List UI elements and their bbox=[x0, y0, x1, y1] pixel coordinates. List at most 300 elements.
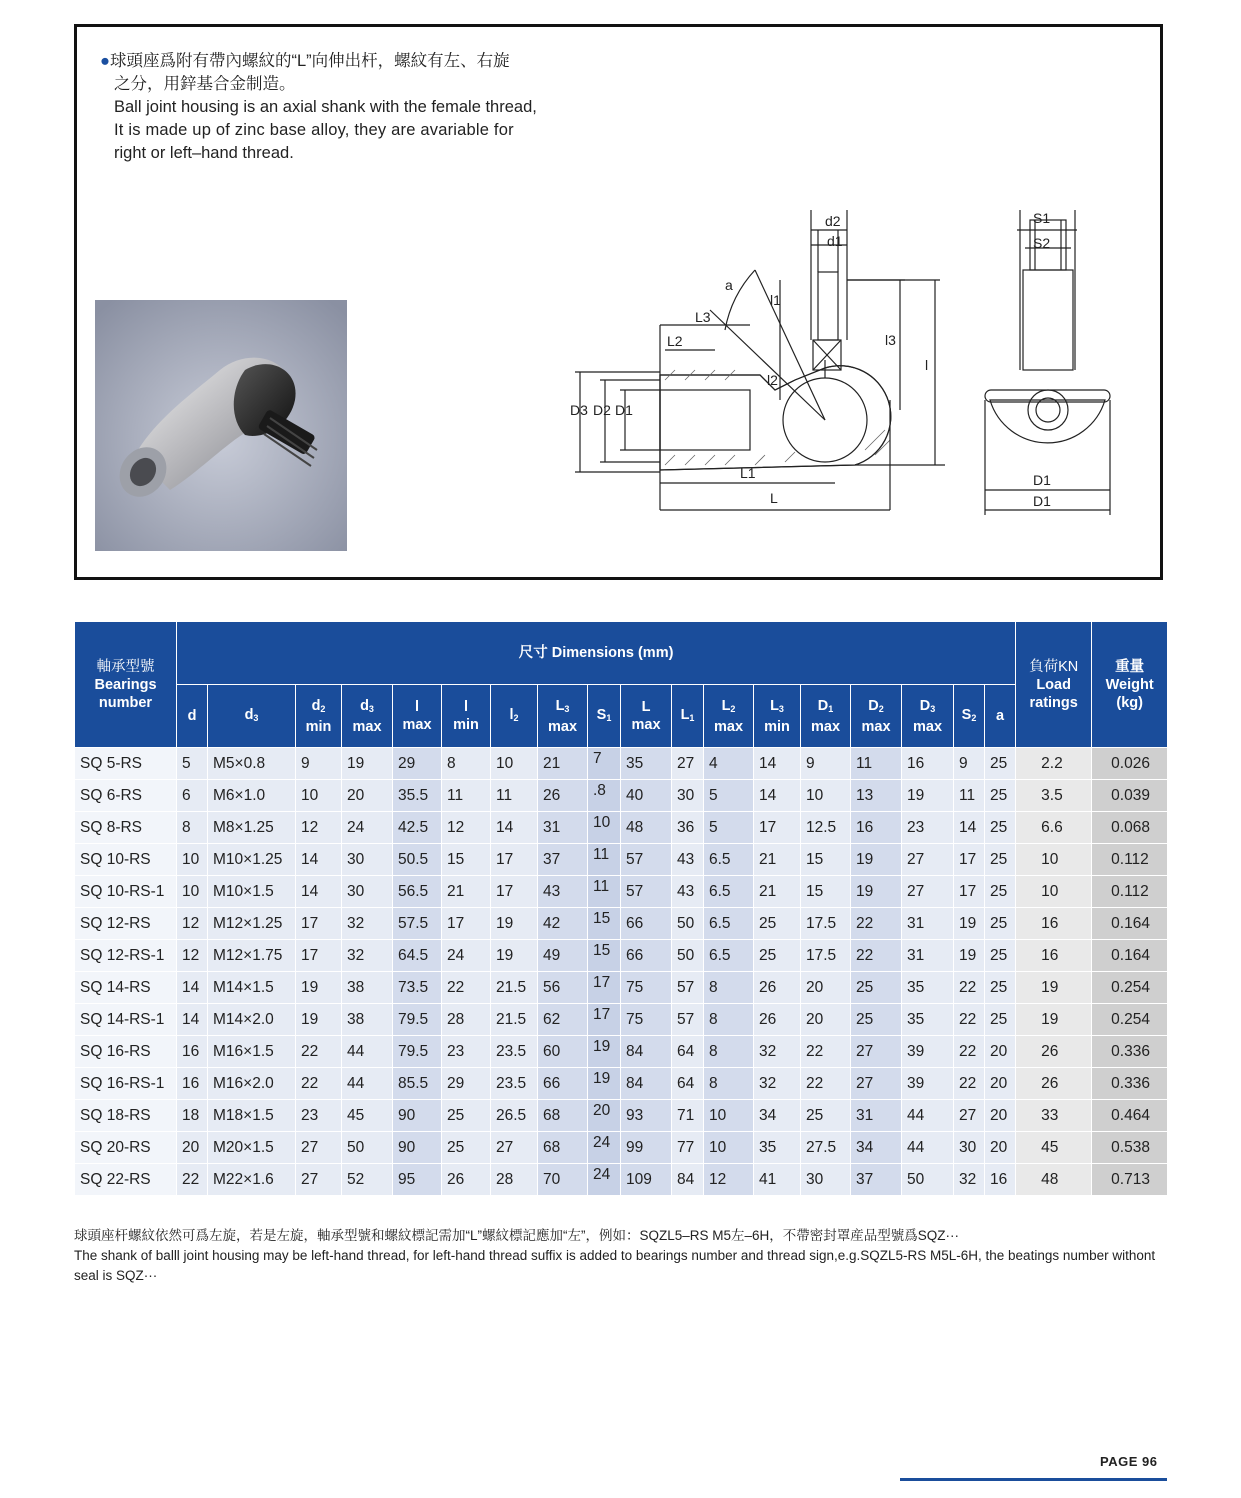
table-cell: 79.5 bbox=[393, 1004, 442, 1036]
table-cell: 11 bbox=[851, 748, 902, 780]
table-cell: 17 bbox=[754, 812, 801, 844]
table-cell: 15 bbox=[588, 908, 621, 940]
table-cell: 19 bbox=[1016, 1004, 1092, 1036]
table-cell: 15 bbox=[801, 844, 851, 876]
table-cell: 22 bbox=[954, 1068, 985, 1100]
table-cell: 30 bbox=[801, 1164, 851, 1196]
table-cell: 17 bbox=[491, 844, 538, 876]
table-cell: 37 bbox=[538, 844, 588, 876]
table-cell: 8 bbox=[704, 972, 754, 1004]
table-cell: 64 bbox=[672, 1036, 704, 1068]
table-cell: 22 bbox=[442, 972, 491, 1004]
table-cell: 31 bbox=[902, 940, 954, 972]
table-cell: 43 bbox=[672, 844, 704, 876]
table-cell: 9 bbox=[296, 748, 342, 780]
table-cell: 44 bbox=[342, 1068, 393, 1100]
table-cell: 12 bbox=[177, 940, 208, 972]
label-d1: d1 bbox=[827, 233, 843, 249]
label-d2: d2 bbox=[825, 213, 841, 229]
dimensions-header: 尺寸 Dimensions (mm) bbox=[177, 622, 1016, 685]
table-cell: 38 bbox=[342, 1004, 393, 1036]
table-cell: 0.464 bbox=[1092, 1100, 1168, 1132]
table-cell: 90 bbox=[393, 1100, 442, 1132]
table-cell: 10 bbox=[177, 876, 208, 908]
bullet-icon: ● bbox=[100, 52, 110, 70]
table-cell: 26.5 bbox=[491, 1100, 538, 1132]
table-row bbox=[75, 1164, 1168, 1196]
footnote-cn: 球頭座杆螺紋依然可爲左旋，若是左旋，軸承型號和螺紋標記需加“L”螺紋標記應加“左”，例如：SQZL5–RS M5左–6H，不帶密封罩産品型號爲SQZ··· bbox=[74, 1228, 960, 1243]
table-cell: 56 bbox=[538, 972, 588, 1004]
table-cell: 32 bbox=[342, 940, 393, 972]
table-row bbox=[75, 908, 1168, 940]
table-cell: 19 bbox=[296, 1004, 342, 1036]
table-cell: 50 bbox=[672, 940, 704, 972]
table-cell: 66 bbox=[538, 1068, 588, 1100]
table-cell: 23.5 bbox=[491, 1068, 538, 1100]
table-cell: 28 bbox=[491, 1164, 538, 1196]
dimension-subheader: d bbox=[177, 685, 208, 748]
table-cell: 6.5 bbox=[704, 940, 754, 972]
table-cell: 41 bbox=[754, 1164, 801, 1196]
table-row bbox=[75, 940, 1168, 972]
table-row bbox=[75, 812, 1168, 844]
label-L2: L2 bbox=[667, 333, 683, 349]
table-cell: 79.5 bbox=[393, 1036, 442, 1068]
intro-text bbox=[100, 50, 600, 165]
dimensions-table bbox=[74, 621, 1168, 1196]
table-cell: 25 bbox=[754, 940, 801, 972]
table-cell: 50.5 bbox=[393, 844, 442, 876]
table-cell: 26 bbox=[1016, 1068, 1092, 1100]
table-cell: M16×2.0 bbox=[208, 1068, 296, 1100]
table-cell: 26 bbox=[442, 1164, 491, 1196]
table-cell: M12×1.25 bbox=[208, 908, 296, 940]
table-cell: 25 bbox=[442, 1100, 491, 1132]
table-row bbox=[75, 748, 1168, 780]
dimension-subheader: S1 bbox=[588, 685, 621, 748]
table-cell: 16 bbox=[902, 748, 954, 780]
table-cell: 2.2 bbox=[1016, 748, 1092, 780]
table-cell: M6×1.0 bbox=[208, 780, 296, 812]
table-cell: 23.5 bbox=[491, 1036, 538, 1068]
table-cell: 35.5 bbox=[393, 780, 442, 812]
table-cell: M18×1.5 bbox=[208, 1100, 296, 1132]
weight-header-en1: Weight bbox=[1105, 676, 1154, 693]
table-cell: 29 bbox=[393, 748, 442, 780]
table-cell: SQ 14-RS-1 bbox=[75, 1004, 177, 1036]
label-L1: L1 bbox=[740, 465, 756, 481]
table-cell: 6 bbox=[177, 780, 208, 812]
dimension-subheader: l2 bbox=[491, 685, 538, 748]
table-cell: 25 bbox=[985, 844, 1016, 876]
label-a: a bbox=[725, 277, 733, 293]
table-cell: 25 bbox=[442, 1132, 491, 1164]
table-cell: 22 bbox=[954, 1036, 985, 1068]
table-cell: 24 bbox=[342, 812, 393, 844]
table-cell: 0.254 bbox=[1092, 972, 1168, 1004]
table-cell: M10×1.25 bbox=[208, 844, 296, 876]
table-row bbox=[75, 1132, 1168, 1164]
table-cell: 20 bbox=[985, 1132, 1016, 1164]
table-cell: 38 bbox=[342, 972, 393, 1004]
table-cell: 43 bbox=[672, 876, 704, 908]
table-cell: 25 bbox=[851, 1004, 902, 1036]
table-cell: 27 bbox=[902, 844, 954, 876]
label-D1-side2: D1 bbox=[1033, 493, 1051, 509]
table-cell: 10 bbox=[1016, 876, 1092, 908]
table-cell: 31 bbox=[538, 812, 588, 844]
dimension-subheader: l max bbox=[393, 685, 442, 748]
table-cell: 84 bbox=[621, 1036, 672, 1068]
table-cell: 57 bbox=[621, 876, 672, 908]
table-cell: 25 bbox=[985, 780, 1016, 812]
table-cell: 21 bbox=[538, 748, 588, 780]
table-cell: 84 bbox=[672, 1164, 704, 1196]
bearing-header-en1: Bearings bbox=[94, 676, 157, 693]
table-cell: 25 bbox=[985, 876, 1016, 908]
table-cell: 17 bbox=[296, 908, 342, 940]
table-cell: 26 bbox=[1016, 1036, 1092, 1068]
table-cell: 24 bbox=[588, 1132, 621, 1164]
table-cell: 16 bbox=[1016, 908, 1092, 940]
table-cell: SQ 12-RS bbox=[75, 908, 177, 940]
table-cell: 37 bbox=[851, 1164, 902, 1196]
table-cell: 0.068 bbox=[1092, 812, 1168, 844]
table-cell: 0.713 bbox=[1092, 1164, 1168, 1196]
table-cell: 50 bbox=[902, 1164, 954, 1196]
dimension-subheader: S2 bbox=[954, 685, 985, 748]
table-row bbox=[75, 1068, 1168, 1100]
table-cell: 9 bbox=[954, 748, 985, 780]
table-cell: 0.164 bbox=[1092, 908, 1168, 940]
table-cell: SQ 22-RS bbox=[75, 1164, 177, 1196]
label-l3: l3 bbox=[885, 332, 896, 348]
table-cell: 17 bbox=[296, 940, 342, 972]
table-cell: SQ 10-RS bbox=[75, 844, 177, 876]
table-cell: SQ 8-RS bbox=[75, 812, 177, 844]
table-cell: 10 bbox=[704, 1100, 754, 1132]
table-cell: 40 bbox=[621, 780, 672, 812]
table-cell: 34 bbox=[754, 1100, 801, 1132]
weight-header bbox=[1092, 622, 1168, 748]
table-cell: 17.5 bbox=[801, 908, 851, 940]
table-cell: 57 bbox=[621, 844, 672, 876]
table-cell: 22 bbox=[851, 908, 902, 940]
table-row bbox=[75, 844, 1168, 876]
dimension-subheader: l min bbox=[442, 685, 491, 748]
bearing-header bbox=[75, 622, 177, 748]
table-cell: 22 bbox=[296, 1036, 342, 1068]
table-cell: 17 bbox=[954, 844, 985, 876]
table-cell: 22 bbox=[801, 1036, 851, 1068]
table-cell: 49 bbox=[538, 940, 588, 972]
table-cell: 26 bbox=[538, 780, 588, 812]
table-row bbox=[75, 972, 1168, 1004]
table-cell: 8 bbox=[704, 1036, 754, 1068]
table-cell: 48 bbox=[621, 812, 672, 844]
table-cell: 4 bbox=[704, 748, 754, 780]
table-cell: 21 bbox=[754, 844, 801, 876]
table-cell: 30 bbox=[954, 1132, 985, 1164]
table-cell: 42 bbox=[538, 908, 588, 940]
table-cell: 10 bbox=[588, 812, 621, 844]
table-cell: 0.112 bbox=[1092, 844, 1168, 876]
table-cell: 21 bbox=[442, 876, 491, 908]
table-cell: 30 bbox=[672, 780, 704, 812]
table-cell: M8×1.25 bbox=[208, 812, 296, 844]
table-cell: 19 bbox=[954, 940, 985, 972]
table-cell: 15 bbox=[801, 876, 851, 908]
table-cell: 20 bbox=[985, 1068, 1016, 1100]
table-cell: 43 bbox=[538, 876, 588, 908]
weight-header-en2: (kg) bbox=[1116, 694, 1143, 711]
table-cell: 25 bbox=[754, 908, 801, 940]
table-cell: 25 bbox=[801, 1100, 851, 1132]
page-underline bbox=[900, 1478, 1167, 1481]
table-cell: 7 bbox=[588, 748, 621, 780]
table-cell: 16 bbox=[177, 1068, 208, 1100]
table-cell: 25 bbox=[985, 1004, 1016, 1036]
table-cell: 31 bbox=[851, 1100, 902, 1132]
table-cell: 18 bbox=[177, 1100, 208, 1132]
table-cell: 57.5 bbox=[393, 908, 442, 940]
table-cell: 12.5 bbox=[801, 812, 851, 844]
table-row bbox=[75, 1100, 1168, 1132]
table-cell: 19 bbox=[491, 940, 538, 972]
table-cell: 11 bbox=[588, 844, 621, 876]
table-cell: 8 bbox=[177, 812, 208, 844]
product-photo bbox=[95, 300, 347, 551]
table-cell: 27 bbox=[296, 1164, 342, 1196]
table-cell: 19 bbox=[851, 876, 902, 908]
table-row bbox=[75, 780, 1168, 812]
table-cell: 19 bbox=[1016, 972, 1092, 1004]
table-cell: 11 bbox=[491, 780, 538, 812]
table-cell: 22 bbox=[296, 1068, 342, 1100]
table-cell: 66 bbox=[621, 908, 672, 940]
table-cell: 39 bbox=[902, 1068, 954, 1100]
table-cell: 20 bbox=[985, 1100, 1016, 1132]
table-cell: 11 bbox=[442, 780, 491, 812]
table-cell: 57 bbox=[672, 1004, 704, 1036]
table-cell: 0.112 bbox=[1092, 876, 1168, 908]
table-cell: 6.6 bbox=[1016, 812, 1092, 844]
table-cell: 68 bbox=[538, 1132, 588, 1164]
table-cell: 25 bbox=[985, 940, 1016, 972]
table-cell: 45 bbox=[342, 1100, 393, 1132]
table-cell: 109 bbox=[621, 1164, 672, 1196]
table-cell: M14×1.5 bbox=[208, 972, 296, 1004]
table-cell: 20 bbox=[985, 1036, 1016, 1068]
table-cell: 10 bbox=[704, 1132, 754, 1164]
table-cell: 20 bbox=[342, 780, 393, 812]
table-cell: 20 bbox=[801, 1004, 851, 1036]
table-cell: 28 bbox=[442, 1004, 491, 1036]
table-cell: SQ 12-RS-1 bbox=[75, 940, 177, 972]
table-cell: M12×1.75 bbox=[208, 940, 296, 972]
table-cell: 14 bbox=[954, 812, 985, 844]
table-cell: 0.164 bbox=[1092, 940, 1168, 972]
table-cell: 0.336 bbox=[1092, 1068, 1168, 1100]
table-cell: 22 bbox=[954, 1004, 985, 1036]
table-cell: 27 bbox=[851, 1036, 902, 1068]
table-cell: 31 bbox=[902, 908, 954, 940]
table-cell: 30 bbox=[342, 844, 393, 876]
table-cell: 14 bbox=[177, 972, 208, 1004]
table-cell: 20 bbox=[801, 972, 851, 1004]
label-D2: D2 bbox=[593, 402, 611, 418]
table-cell: 5 bbox=[177, 748, 208, 780]
table-cell: 12 bbox=[442, 812, 491, 844]
table-cell: 57 bbox=[672, 972, 704, 1004]
dimension-subheader: d3 bbox=[208, 685, 296, 748]
table-cell: 0.026 bbox=[1092, 748, 1168, 780]
table-cell: 17 bbox=[588, 972, 621, 1004]
table-cell: 25 bbox=[985, 812, 1016, 844]
label-L3: L3 bbox=[695, 309, 711, 325]
label-S1: S1 bbox=[1033, 210, 1051, 226]
table-cell: 34 bbox=[851, 1132, 902, 1164]
table-cell: 12 bbox=[296, 812, 342, 844]
table-cell: 23 bbox=[296, 1100, 342, 1132]
table-cell: SQ 18-RS bbox=[75, 1100, 177, 1132]
table-cell: 32 bbox=[342, 908, 393, 940]
table-cell: 44 bbox=[902, 1132, 954, 1164]
dimension-subheader: D3 max bbox=[902, 685, 954, 748]
table-cell: 17 bbox=[491, 876, 538, 908]
table-cell: 14 bbox=[177, 1004, 208, 1036]
intro-cn-line2: 之分，用鋅基合金制造。 bbox=[114, 75, 296, 93]
table-cell: 71 bbox=[672, 1100, 704, 1132]
label-D1: D1 bbox=[615, 402, 633, 418]
table-cell: 77 bbox=[672, 1132, 704, 1164]
table-cell: 70 bbox=[538, 1164, 588, 1196]
table-cell: 36 bbox=[672, 812, 704, 844]
table-cell: 48 bbox=[1016, 1164, 1092, 1196]
table-cell: 21.5 bbox=[491, 1004, 538, 1036]
table-cell: 11 bbox=[954, 780, 985, 812]
table-cell: 17 bbox=[442, 908, 491, 940]
dimension-subheader: L2 max bbox=[704, 685, 754, 748]
table-cell: 19 bbox=[491, 908, 538, 940]
table-cell: 12 bbox=[704, 1164, 754, 1196]
intro-cn-line1: 球頭座爲附有帶內螺紋的“L”向伸出杆，螺紋有左、右旋 bbox=[109, 52, 510, 70]
table-cell: 21 bbox=[754, 876, 801, 908]
table-cell: 14 bbox=[754, 780, 801, 812]
label-D3: D3 bbox=[570, 402, 588, 418]
table-cell: SQ 20-RS bbox=[75, 1132, 177, 1164]
table-cell: 73.5 bbox=[393, 972, 442, 1004]
table-cell: 27 bbox=[954, 1100, 985, 1132]
table-cell: 3.5 bbox=[1016, 780, 1092, 812]
load-header-cn: 負荷KN bbox=[1029, 658, 1079, 675]
table-cell: 35 bbox=[621, 748, 672, 780]
table-cell: 21.5 bbox=[491, 972, 538, 1004]
table-cell: 26 bbox=[754, 972, 801, 1004]
table-cell: 16 bbox=[985, 1164, 1016, 1196]
table-cell: 64 bbox=[672, 1068, 704, 1100]
table-cell: 68 bbox=[538, 1100, 588, 1132]
table-cell: 19 bbox=[296, 972, 342, 1004]
table-cell: 27 bbox=[851, 1068, 902, 1100]
table-cell: 16 bbox=[1016, 940, 1092, 972]
table-cell: SQ 10-RS-1 bbox=[75, 876, 177, 908]
table-cell: 5 bbox=[704, 812, 754, 844]
table-cell: 66 bbox=[621, 940, 672, 972]
table-cell: 52 bbox=[342, 1164, 393, 1196]
dimension-subheader: L1 bbox=[672, 685, 704, 748]
table-cell: 22 bbox=[954, 972, 985, 1004]
table-cell: 12 bbox=[177, 908, 208, 940]
weight-header-cn: 重量 bbox=[1115, 658, 1145, 675]
table-cell: SQ 5-RS bbox=[75, 748, 177, 780]
table-cell: 27 bbox=[672, 748, 704, 780]
bearing-header-cn: 軸承型號 bbox=[96, 658, 155, 675]
table-cell: 44 bbox=[902, 1100, 954, 1132]
table-cell: 25 bbox=[985, 972, 1016, 1004]
table-cell: 19 bbox=[588, 1068, 621, 1100]
table-cell: SQ 6-RS bbox=[75, 780, 177, 812]
table-cell: 27 bbox=[296, 1132, 342, 1164]
dimension-subheader: D2 max bbox=[851, 685, 902, 748]
table-cell: 35 bbox=[902, 1004, 954, 1036]
table-cell: 23 bbox=[902, 812, 954, 844]
label-L: L bbox=[770, 490, 778, 506]
table-cell: 0.254 bbox=[1092, 1004, 1168, 1036]
table-cell: 15 bbox=[442, 844, 491, 876]
table-cell: 35 bbox=[754, 1132, 801, 1164]
technical-drawing bbox=[555, 200, 1115, 530]
table-cell: 10 bbox=[801, 780, 851, 812]
table-cell: 64.5 bbox=[393, 940, 442, 972]
table-cell: SQ 14-RS bbox=[75, 972, 177, 1004]
table-cell: 19 bbox=[342, 748, 393, 780]
table-cell: 32 bbox=[754, 1068, 801, 1100]
table-cell: 13 bbox=[851, 780, 902, 812]
table-cell: 93 bbox=[621, 1100, 672, 1132]
dimension-subheader: D1 max bbox=[801, 685, 851, 748]
table-cell: 16 bbox=[177, 1036, 208, 1068]
table-row bbox=[75, 876, 1168, 908]
table-cell: SQ 16-RS bbox=[75, 1036, 177, 1068]
dimension-subheader: L3 max bbox=[538, 685, 588, 748]
table-cell: 45 bbox=[1016, 1132, 1092, 1164]
table-cell: 60 bbox=[538, 1036, 588, 1068]
table-cell: 20 bbox=[177, 1132, 208, 1164]
table-cell: 24 bbox=[442, 940, 491, 972]
label-S2: S2 bbox=[1033, 235, 1051, 251]
table-cell: 32 bbox=[954, 1164, 985, 1196]
table-cell: 50 bbox=[672, 908, 704, 940]
dimension-subheader: d3 max bbox=[342, 685, 393, 748]
table-cell: M20×1.5 bbox=[208, 1132, 296, 1164]
table-cell: M10×1.5 bbox=[208, 876, 296, 908]
bearing-header-en2: number bbox=[98, 694, 153, 711]
label-l: l bbox=[925, 357, 929, 373]
table-cell: 17 bbox=[954, 876, 985, 908]
load-header-en2: ratings bbox=[1029, 694, 1078, 711]
table-cell: 27 bbox=[491, 1132, 538, 1164]
table-cell: 25 bbox=[851, 972, 902, 1004]
table-cell: 8 bbox=[442, 748, 491, 780]
dimension-subheader: L3 min bbox=[754, 685, 801, 748]
load-header-en1: Load bbox=[1036, 676, 1071, 693]
table-cell: 44 bbox=[342, 1036, 393, 1068]
intro-en-line1: Ball joint housing is an axial shank with the female thread, bbox=[114, 98, 537, 116]
table-cell: 11 bbox=[588, 876, 621, 908]
table-cell: 62 bbox=[538, 1004, 588, 1036]
table-cell: 0.039 bbox=[1092, 780, 1168, 812]
